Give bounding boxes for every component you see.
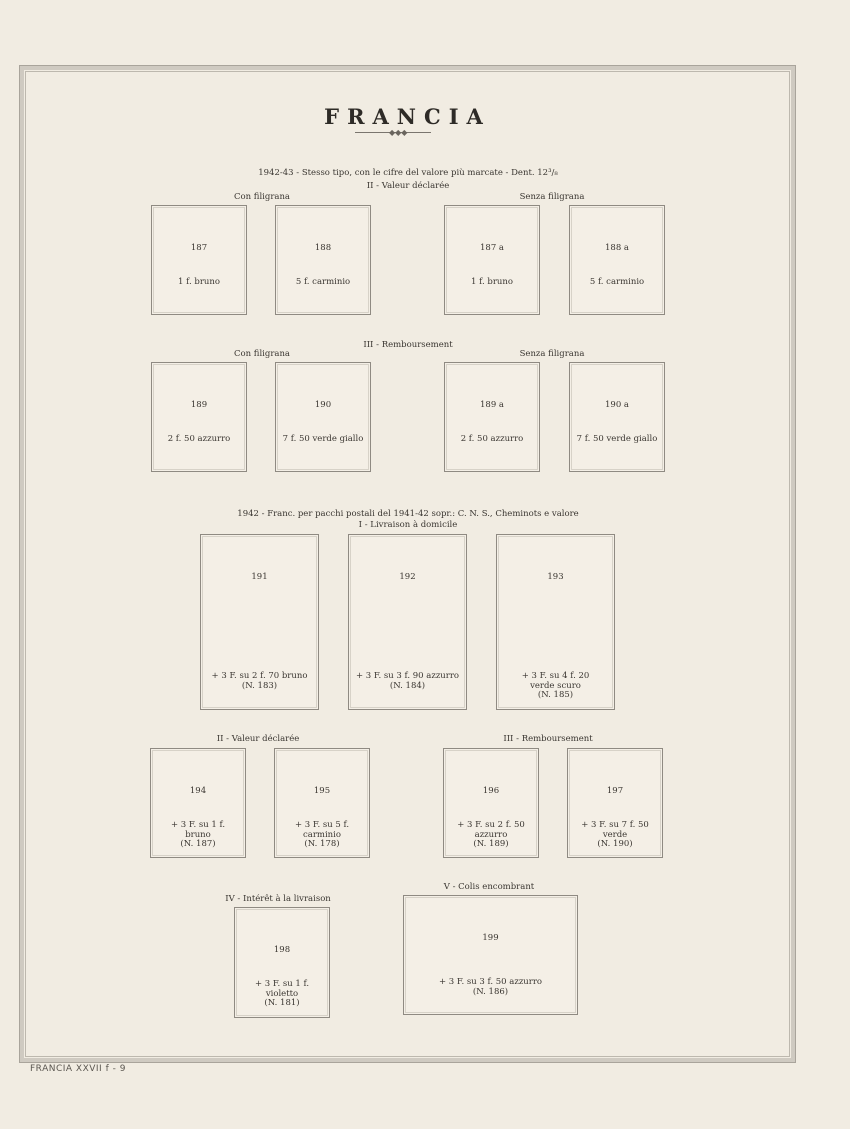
stamp-slot-192 bbox=[348, 534, 467, 710]
stamp-description: 1 f. bruno bbox=[178, 277, 220, 287]
stamp-description: + 3 F. su 2 f. 70 bruno (N. 183) bbox=[211, 671, 308, 691]
stamp-description: 7 f. 50 verde giallo bbox=[282, 434, 364, 444]
page-footer: FRANCIA XXVII f - 9 bbox=[30, 1064, 126, 1074]
stamp-number: 189 a bbox=[480, 400, 504, 410]
stamp-slot-195 bbox=[274, 748, 370, 858]
stamp-number: 198 bbox=[273, 945, 291, 955]
stamp-slot-189 bbox=[151, 362, 247, 472]
stamp-slot-199 bbox=[403, 895, 578, 1015]
stamp-slot-189a bbox=[444, 362, 540, 472]
set1-subheading: II - Valeur déclarée bbox=[366, 181, 450, 191]
stamp-number: 197 bbox=[606, 786, 624, 796]
stamp-slot-188a bbox=[569, 205, 665, 315]
stamp-number: 195 bbox=[313, 786, 331, 796]
stamp-description: + 3 F. su 2 f. 50 azzurro (N. 189) bbox=[457, 820, 525, 849]
stamp-description: + 3 F. su 1 f. bruno (N. 187) bbox=[170, 820, 226, 849]
title-ornament-icon: ◆◆◆ bbox=[389, 128, 408, 137]
stamp-description: 1 f. bruno bbox=[471, 277, 513, 287]
stamp-slot-190a bbox=[569, 362, 665, 472]
stamp-slot-187a bbox=[444, 205, 540, 315]
stamp-description: + 3 F. su 4 f. 20 verde scuro (N. 185) bbox=[521, 671, 590, 700]
stamp-description: 7 f. 50 verde giallo bbox=[576, 434, 658, 444]
stamp-description: + 3 F. su 3 f. 90 azzurro (N. 184) bbox=[355, 671, 460, 691]
con-filigrana-label-2: Con filigrana bbox=[233, 349, 291, 359]
stamp-number: 187 bbox=[190, 243, 208, 253]
stamp-description: + 3 F. su 5 f. carminio (N. 178) bbox=[294, 820, 350, 849]
stamp-number: 188 a bbox=[605, 243, 629, 253]
stamp-description: 2 f. 50 azzurro bbox=[167, 434, 231, 444]
stamp-number: 189 bbox=[190, 400, 208, 410]
remboursement-heading: III - Remboursement bbox=[363, 340, 453, 350]
stamp-slot-191 bbox=[200, 534, 319, 710]
stamp-number: 190 bbox=[314, 400, 332, 410]
colis-heading: V - Colis encombrant bbox=[443, 882, 535, 892]
stamp-slot-194 bbox=[150, 748, 246, 858]
stamp-description: + 3 F. su 3 f. 50 azzurro (N. 186) bbox=[438, 977, 543, 997]
stamp-slot-198 bbox=[234, 907, 330, 1018]
set1-heading: 1942-43 - Stesso tipo, con le cifre del valore più marcate - Dent. 12³/₈ bbox=[258, 168, 558, 178]
con-filigrana-label: Con filigrana bbox=[233, 192, 291, 202]
stamp-description: 5 f. carminio bbox=[589, 277, 645, 287]
stamp-slot-196 bbox=[443, 748, 539, 858]
stamp-slot-190 bbox=[275, 362, 371, 472]
valeur-declaree-heading: II - Valeur déclarée bbox=[216, 734, 300, 744]
stamp-number: 191 bbox=[251, 572, 268, 582]
livraison-heading: I - Livraison à domicile bbox=[358, 520, 458, 530]
stamp-slot-193 bbox=[496, 534, 615, 710]
stamp-number: 199 bbox=[482, 933, 499, 943]
stamp-slot-188 bbox=[275, 205, 371, 315]
set2-heading: 1942 - Franc. per pacchi postali del 1941-42 sopr.: C. N. S., Cheminots e valore bbox=[237, 509, 579, 519]
stamp-number: 196 bbox=[482, 786, 500, 796]
stamp-slot-187 bbox=[151, 205, 247, 315]
stamp-description: + 3 F. su 1 f. violetto (N. 181) bbox=[254, 979, 310, 1008]
senza-filigrana-label: Senza filigrana bbox=[519, 192, 585, 202]
stamp-number: 187 a bbox=[480, 243, 504, 253]
stamp-number: 193 bbox=[547, 572, 564, 582]
stamp-number: 188 bbox=[314, 243, 332, 253]
stamp-number: 190 a bbox=[605, 400, 629, 410]
stamp-slot-197 bbox=[567, 748, 663, 858]
senza-filigrana-label-2: Senza filigrana bbox=[519, 349, 585, 359]
stamp-description: 5 f. carminio bbox=[295, 277, 351, 287]
interet-heading: IV - Intérêt à la livraison bbox=[225, 894, 331, 904]
stamp-number: 194 bbox=[189, 786, 207, 796]
stamp-description: 2 f. 50 azzurro bbox=[460, 434, 524, 444]
remboursement-heading-2: III - Remboursement bbox=[503, 734, 593, 744]
page-title: FRANCIA bbox=[324, 104, 491, 129]
stamp-description: + 3 F. su 7 f. 50 verde (N. 190) bbox=[581, 820, 649, 849]
stamp-number: 192 bbox=[399, 572, 416, 582]
